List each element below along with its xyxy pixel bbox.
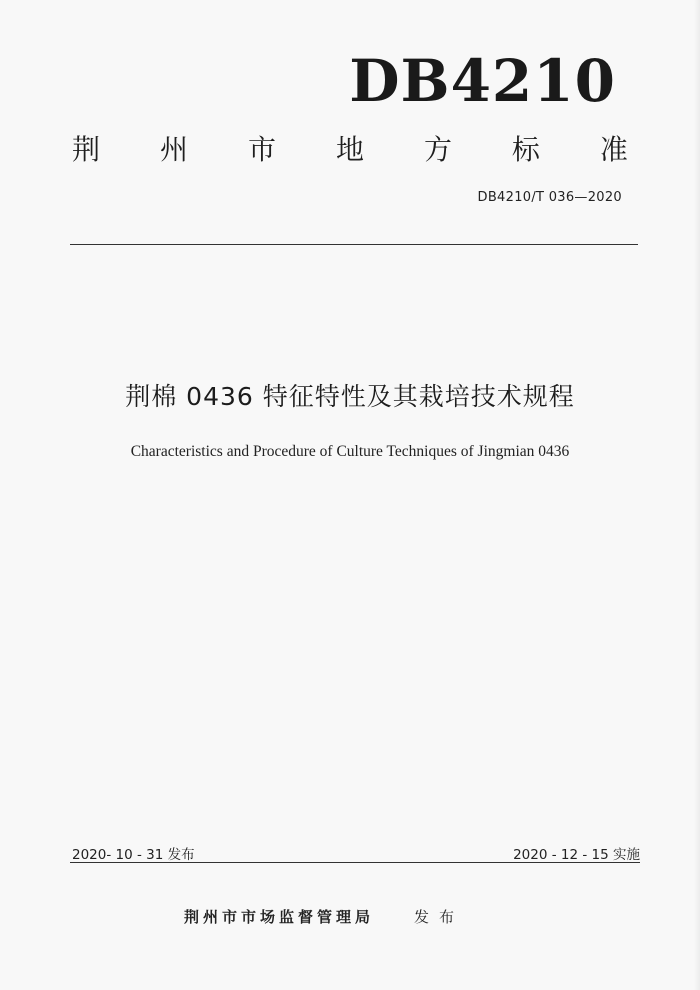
- issue-date: 2020- 10 - 31 发布: [72, 847, 195, 863]
- document-title-english: Characteristics and Procedure of Culture Techniques of Jingmian 0436: [130, 443, 570, 460]
- standard-type-char: 荆: [72, 133, 101, 166]
- footer-divider: [70, 862, 640, 863]
- document-title-chinese: 荆棉 0436 特征特性及其栽培技术规程: [125, 382, 575, 411]
- standard-type-char: 地: [335, 133, 364, 166]
- standard-type-char: 市: [247, 133, 276, 166]
- date-row: [72, 843, 640, 867]
- issuer-row: [184, 906, 464, 927]
- standard-type-char: 方: [423, 133, 452, 166]
- header-divider: [70, 244, 638, 245]
- issuing-authority: 荆州市市场监督管理局: [184, 908, 375, 926]
- scan-edge-shadow: [694, 0, 700, 990]
- standard-type-char: 州: [159, 133, 188, 166]
- standard-code: DB4210: [349, 47, 616, 115]
- standard-type-char: 准: [599, 133, 628, 166]
- implementation-date: 2020 - 12 - 15 实施: [513, 847, 640, 863]
- standard-type-char: 标: [511, 133, 540, 166]
- standard-type: [72, 133, 628, 166]
- standard-number: DB4210/T 036—2020: [477, 190, 622, 205]
- issue-label: 发布: [414, 908, 465, 926]
